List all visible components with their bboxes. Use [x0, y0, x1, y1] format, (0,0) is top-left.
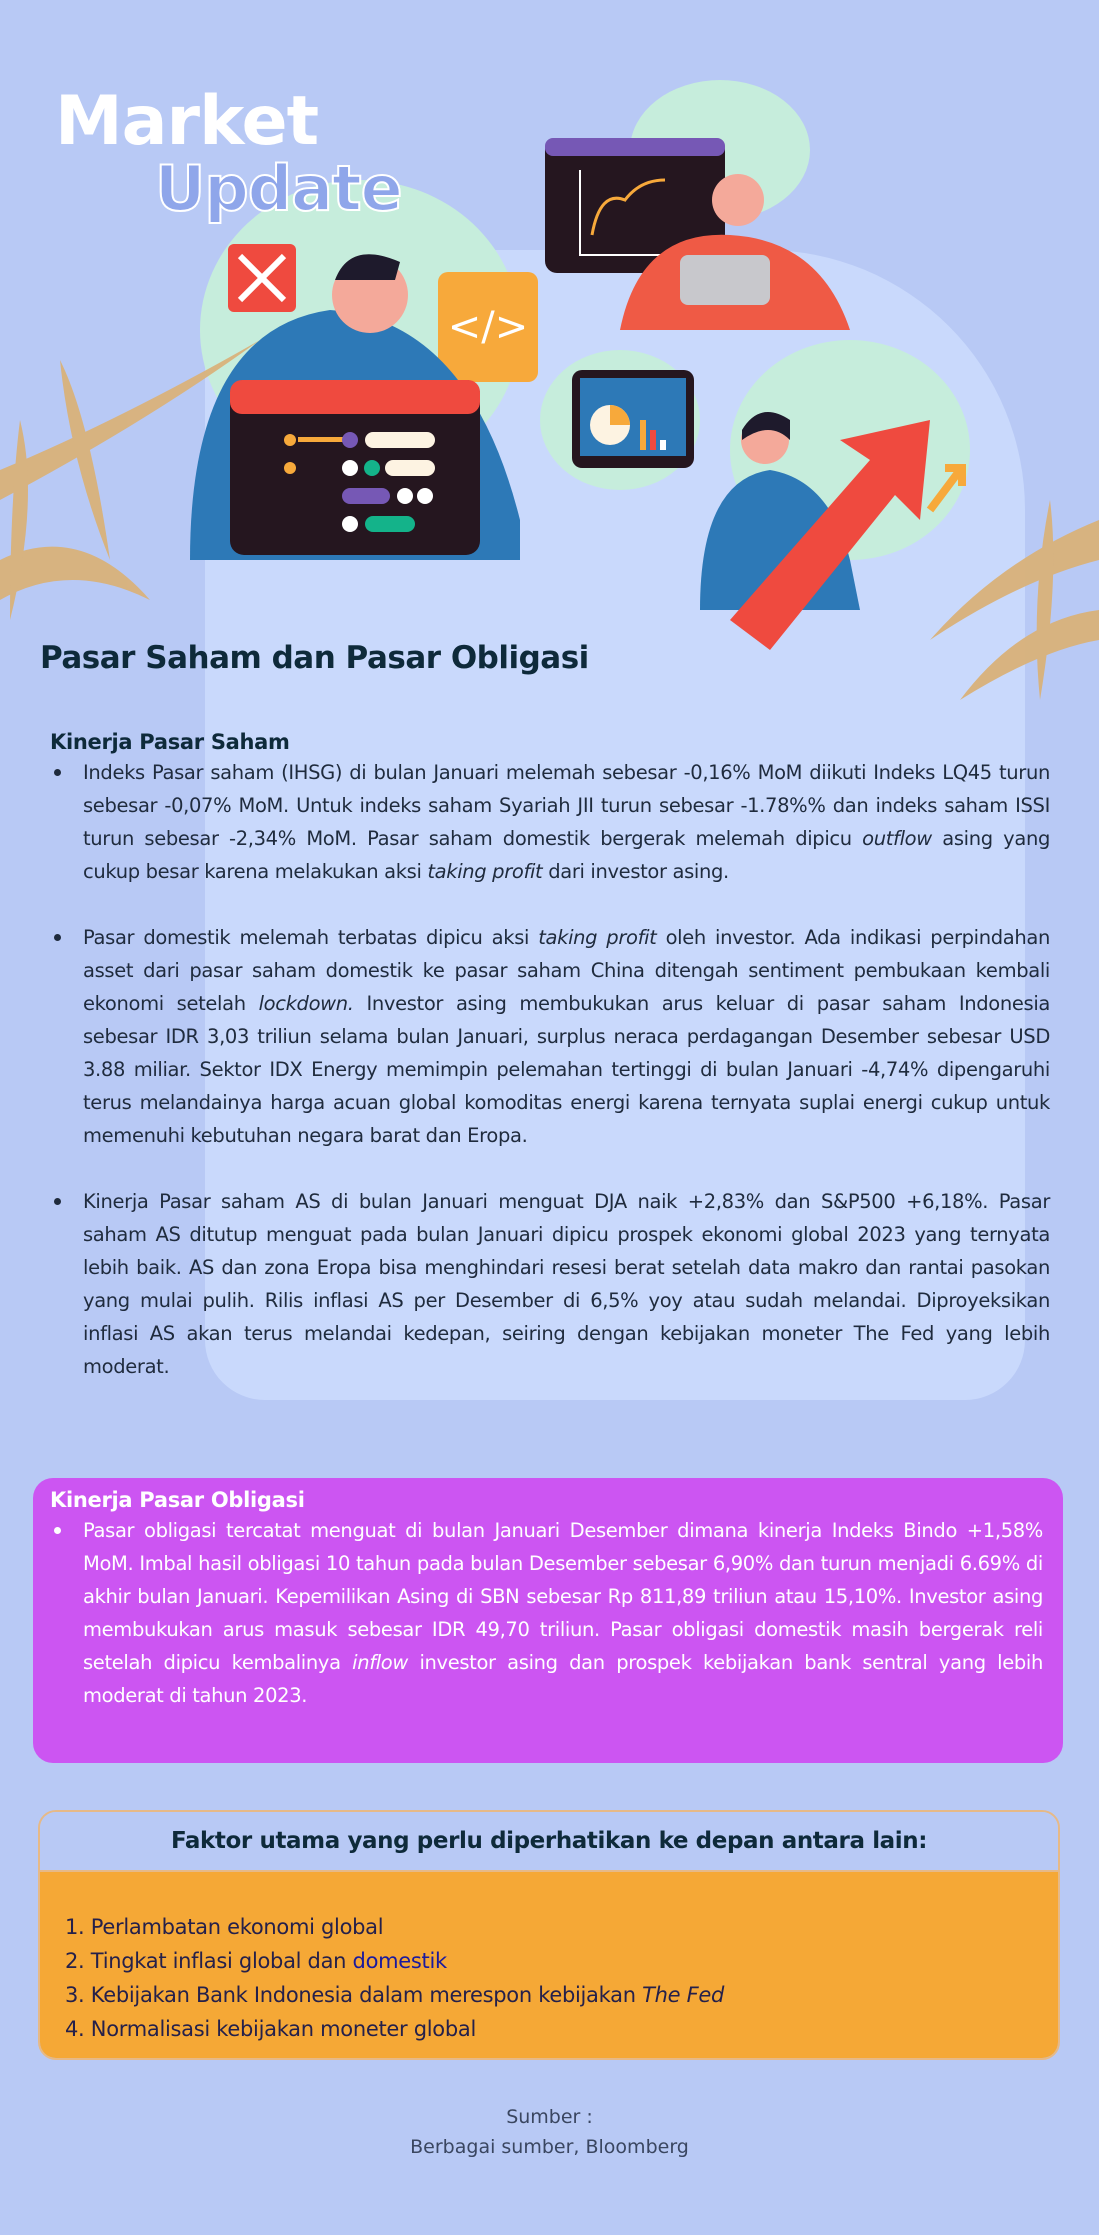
- palm-leaf-right: [930, 500, 1099, 700]
- italic-text: outflow: [862, 827, 932, 850]
- italic-text: The Fed: [642, 1983, 725, 2007]
- italic-text: taking profit: [427, 860, 543, 883]
- factor-item: [65, 1910, 1058, 1944]
- text-segment: oleh investor. Ada indikasi perpindahan asset dari pasar saham domestik ke pasar saham China ditengah sentiment pembukaan kembali ekonomi setelah: [83, 926, 1050, 1015]
- code-icon: [438, 272, 538, 382]
- key-factors-box: [38, 1810, 1060, 2060]
- tablet-chart: [572, 370, 694, 468]
- italic-text: lockdown.: [258, 992, 354, 1015]
- text-segment: 3. Kebijakan Bank Indonesia dalam merespon kebijakan: [65, 1983, 643, 2007]
- bullet-paragraph: [50, 1514, 1043, 1712]
- page-heading: Pasar Saham dan Pasar Obligasi: [40, 640, 589, 676]
- title-market: Market: [55, 82, 319, 161]
- title-update: Update: [155, 152, 402, 225]
- italic-text: inflow: [352, 1651, 408, 1674]
- text-segment: dari investor asing.: [542, 860, 729, 883]
- source-value: Berbagai sumber, Bloomberg: [410, 2136, 689, 2158]
- text-segment: Kinerja Pasar saham AS di bulan Januari menguat DJA naik +2,83% dan S&P500 +6,18%. Pasar saham AS ditutup menguat pada bulan Januari dipicu prospek ekonomi global 2023 yang ternyata lebih baik. AS dan zona Eropa bisa menghindari resesi berat setelah data makro dan rantai pasokan yang mulai pulih. Rilis inflasi AS per Desember di 6,5% yoy atau sudah melandai. Diproyeksikan inflasi AS akan terus melandai kedepan, seiring dengan kebijakan moneter The Fed yang lebih moderat.: [83, 1190, 1050, 1378]
- text-segment: asing yang cukup besar karena melakukan aksi: [83, 827, 1050, 883]
- bullet-paragraph: [50, 921, 1050, 1152]
- key-factors-title: Faktor utama yang perlu diperhatikan ke depan antara lain:: [40, 1812, 1058, 1872]
- factor-item: [65, 1978, 1058, 2012]
- factor-item: [65, 2012, 1058, 2046]
- key-factors-list: [40, 1872, 1058, 2060]
- section-title: Kinerja Pasar Obligasi: [50, 1488, 305, 1512]
- section-title: Kinerja Pasar Saham: [50, 730, 290, 754]
- text-segment: 1. Perlambatan ekonomi global: [65, 1915, 384, 1939]
- close-card-icon: [228, 244, 296, 312]
- text-segment: 2. Tingkat inflasi global dan: [65, 1949, 353, 1973]
- text-segment: Indeks Pasar saham (IHSG) di bulan Januari melemah sebesar -0,16% MoM diikuti Indeks LQ45 turun sebesar -0,07% MoM. Untuk indeks saham Syariah JII turun sebesar -1.78%% dan indeks saham ISSI turun sebesar -2,34% MoM. Pasar saham domestik bergerak melemah dipicu: [83, 761, 1050, 850]
- factor-item: [65, 1944, 1058, 1978]
- text-segment: Investor asing membukukan arus keluar di pasar saham Indonesia sebesar IDR 3,03 triliun selama bulan Januari, surplus neraca perdagangan Desember sebesar USD 3.88 miliar. Sektor IDX Energy memimpin pelemahan tertinggi di bulan Januari -4,74% dipengaruhi terus melandainya harga acuan global komoditas energi karena ternyata suplai energi cukup untuk memenuhi kebutuhan negara barat dan Eropa.: [83, 992, 1050, 1147]
- source-note: [0, 2102, 1099, 2162]
- text-segment: Pasar obligasi tercatat menguat di bulan Januari Desember dimana kinerja Indeks Bindo +1,58% MoM. Imbal hasil obligasi 10 tahun pada bulan Desember sebesar 6,90% dan turun menjadi 6.69% di akhir bulan Januari. Kepemilikan Asing di SBN sebesar Rp 811,89 triliun atau 15,10%. Investor asing membukukan arus masuk sebesar IDR 49,70 triliun. Pasar obligasi domestik masih bergerak reli setelah dipicu kembalinya: [83, 1519, 1043, 1674]
- svg-text:</>: </>: [447, 304, 529, 350]
- italic-text: taking profit: [538, 926, 657, 949]
- bullet-paragraph: [50, 756, 1050, 888]
- dashboard-card: [230, 380, 480, 555]
- stock-market-section: [50, 730, 1050, 1416]
- bond-market-section: [33, 1478, 1063, 1763]
- bullet-paragraph: [50, 1185, 1050, 1383]
- source-label: Sumber :: [506, 2106, 593, 2128]
- highlight-text: domestik: [352, 1949, 447, 1973]
- text-segment: Pasar domestik melemah terbatas dipicu aksi: [83, 926, 539, 949]
- text-segment: investor asing dan prospek kebijakan bank sentral yang lebih moderat di tahun 2023.: [83, 1651, 1044, 1707]
- text-segment: 4. Normalisasi kebijakan moneter global: [65, 2017, 476, 2041]
